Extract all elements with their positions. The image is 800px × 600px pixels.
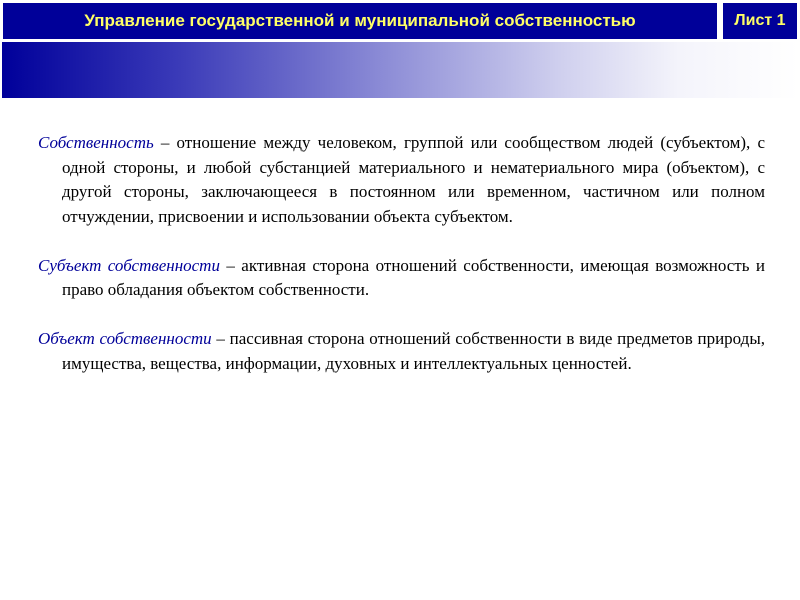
sheet-number-box bbox=[722, 2, 798, 40]
definition-subject-text: – активная сторона отношений собственности, имеющая возможность и право обладания объектом собственности. bbox=[62, 255, 765, 299]
definition-property-text: – отношение между человеком, группой или сообществом людей (субъектом), с одной стороны, и любой субстанцией материального и нематериального мира (объектом), с другой стороны, заключающееся в постоянном или временном, частичном или полном отчуждении, присвоении и использовании объекта субъектом. bbox=[62, 133, 765, 226]
slide-title: Управление государственной и муниципальной собственностью bbox=[84, 11, 636, 30]
definition-object-text: – пассивная сторона отношений собственности в виде предметов природы, имущества, вещества, информации, духовных и интеллектуальных ценностей. bbox=[62, 329, 765, 373]
sheet-number: Лист 1 bbox=[734, 12, 786, 29]
term-subject: Субъект собственности bbox=[38, 255, 220, 275]
definition-property bbox=[38, 131, 765, 229]
definition-object bbox=[38, 327, 765, 376]
decorative-gradient-band bbox=[2, 42, 798, 98]
definitions-body bbox=[38, 131, 765, 401]
term-property: Собственность bbox=[38, 133, 154, 152]
definition-subject bbox=[38, 254, 765, 303]
term-object: Объект собственности bbox=[38, 329, 212, 348]
title-bar bbox=[2, 2, 718, 40]
